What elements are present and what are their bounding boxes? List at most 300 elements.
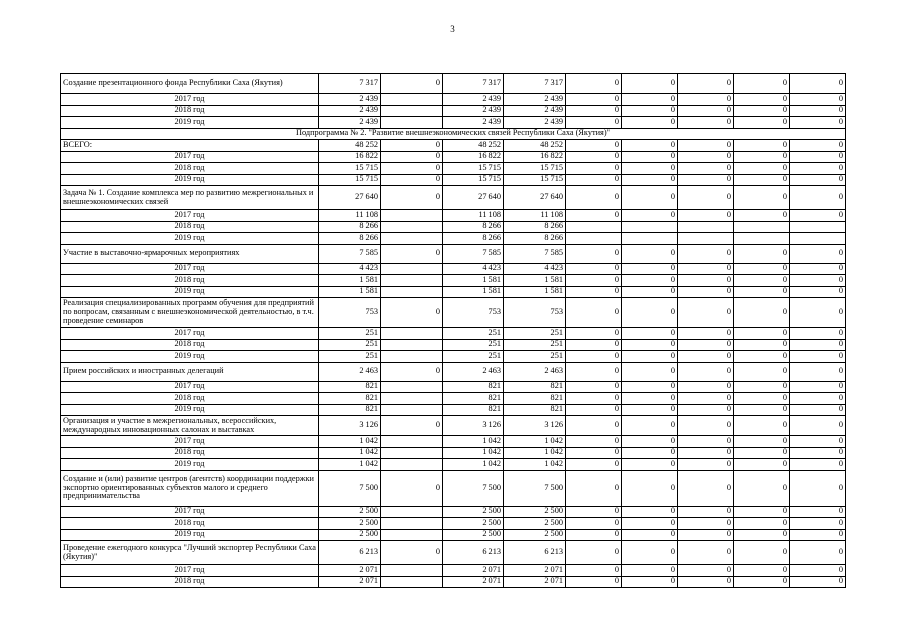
value-cell: 0: [790, 339, 846, 351]
value-cell: 7 585: [504, 244, 566, 263]
value-cell: 0: [734, 447, 790, 459]
value-cell: [381, 459, 443, 471]
value-cell: 2 071: [319, 565, 381, 577]
value-cell: 15 715: [443, 163, 504, 175]
item-name: Организация и участие в межрегиональных, всероссийских, международных инновационных салонах и выставках: [61, 416, 319, 436]
value-cell: 0: [678, 416, 734, 436]
year-label: 2018 год: [61, 105, 319, 117]
value-cell: 0: [678, 529, 734, 541]
value-cell: 7 500: [443, 470, 504, 506]
value-cell: 2 500: [504, 506, 566, 518]
value-cell: [381, 518, 443, 530]
value-cell: 1 042: [443, 459, 504, 471]
value-cell: 0: [566, 286, 622, 298]
year-row: [61, 286, 846, 298]
value-cell: 0: [678, 263, 734, 275]
value-cell: 0: [678, 518, 734, 530]
year-row: [61, 518, 846, 530]
value-cell: 0: [622, 362, 678, 381]
value-cell: 0: [566, 174, 622, 186]
budget-table: [60, 73, 846, 588]
value-cell: 0: [734, 186, 790, 210]
value-cell: 0: [566, 393, 622, 405]
item-row: [61, 541, 846, 565]
section-header-row: [61, 128, 846, 140]
value-cell: 2 500: [443, 518, 504, 530]
value-cell: 251: [443, 351, 504, 363]
value-cell: [381, 263, 443, 275]
value-cell: 0: [678, 565, 734, 577]
value-cell: 0: [622, 210, 678, 222]
item-row: [61, 74, 846, 94]
value-cell: [678, 233, 734, 245]
year-label: 2019 год: [61, 529, 319, 541]
value-cell: 0: [678, 459, 734, 471]
value-cell: 2 439: [443, 117, 504, 129]
value-cell: 2 439: [504, 94, 566, 106]
value-cell: 0: [790, 470, 846, 506]
year-row: [61, 105, 846, 117]
year-label: 2018 год: [61, 447, 319, 459]
value-cell: 0: [790, 362, 846, 381]
value-cell: 0: [381, 298, 443, 328]
value-cell: 251: [504, 328, 566, 340]
value-cell: [381, 436, 443, 448]
value-cell: 0: [790, 506, 846, 518]
value-cell: 0: [622, 263, 678, 275]
value-cell: 0: [678, 186, 734, 210]
value-cell: 0: [734, 174, 790, 186]
value-cell: 251: [504, 351, 566, 363]
value-cell: [622, 221, 678, 233]
value-cell: 0: [678, 140, 734, 152]
value-cell: 0: [622, 416, 678, 436]
value-cell: 6 213: [443, 541, 504, 565]
value-cell: 0: [566, 117, 622, 129]
value-cell: 0: [381, 541, 443, 565]
value-cell: [381, 447, 443, 459]
value-cell: 0: [566, 339, 622, 351]
value-cell: [381, 381, 443, 393]
year-label: 2019 год: [61, 117, 319, 129]
value-cell: 0: [734, 436, 790, 448]
value-cell: 0: [678, 393, 734, 405]
value-cell: 0: [622, 393, 678, 405]
year-row: [61, 393, 846, 405]
value-cell: 0: [790, 94, 846, 106]
value-cell: 0: [566, 351, 622, 363]
value-cell: 0: [734, 117, 790, 129]
year-label: 2018 год: [61, 275, 319, 287]
value-cell: 0: [790, 117, 846, 129]
value-cell: [734, 233, 790, 245]
value-cell: [790, 221, 846, 233]
value-cell: 0: [622, 244, 678, 263]
item-name: Задача № 1. Создание комплекса мер по развитию межрегиональных и внешнеэкономических связей: [61, 186, 319, 210]
year-row: [61, 174, 846, 186]
value-cell: 0: [734, 275, 790, 287]
year-label: 2019 год: [61, 351, 319, 363]
value-cell: 0: [790, 447, 846, 459]
value-cell: 0: [622, 381, 678, 393]
value-cell: 1 042: [319, 459, 381, 471]
value-cell: 0: [734, 94, 790, 106]
value-cell: 0: [622, 174, 678, 186]
value-cell: 2 439: [319, 94, 381, 106]
value-cell: 0: [678, 74, 734, 94]
value-cell: 251: [319, 351, 381, 363]
value-cell: 1 581: [443, 286, 504, 298]
value-cell: [622, 233, 678, 245]
value-cell: 7 585: [443, 244, 504, 263]
value-cell: 0: [381, 244, 443, 263]
value-cell: 0: [790, 244, 846, 263]
year-row: [61, 263, 846, 275]
value-cell: 1 042: [504, 459, 566, 471]
value-cell: [381, 339, 443, 351]
value-cell: 48 252: [443, 140, 504, 152]
value-cell: 2 463: [504, 362, 566, 381]
value-cell: 0: [790, 286, 846, 298]
year-row: [61, 576, 846, 588]
value-cell: 0: [734, 339, 790, 351]
value-cell: 0: [734, 263, 790, 275]
value-cell: 0: [566, 447, 622, 459]
value-cell: 821: [504, 393, 566, 405]
item-row: [61, 470, 846, 506]
page-number: 3: [450, 24, 455, 34]
value-cell: 0: [566, 565, 622, 577]
value-cell: 0: [678, 576, 734, 588]
value-cell: 0: [566, 244, 622, 263]
value-cell: 0: [734, 140, 790, 152]
value-cell: 15 715: [443, 174, 504, 186]
value-cell: 0: [566, 210, 622, 222]
value-cell: 821: [504, 381, 566, 393]
value-cell: 0: [622, 275, 678, 287]
value-cell: 0: [566, 263, 622, 275]
value-cell: 15 715: [504, 174, 566, 186]
value-cell: [381, 275, 443, 287]
value-cell: 0: [622, 470, 678, 506]
item-name: Участие в выставочно-ярмарочных мероприятиях: [61, 244, 319, 263]
value-cell: 0: [734, 298, 790, 328]
item-row: [61, 416, 846, 436]
value-cell: 0: [734, 163, 790, 175]
value-cell: 0: [734, 362, 790, 381]
value-cell: 0: [734, 529, 790, 541]
value-cell: 0: [734, 470, 790, 506]
value-cell: 11 108: [319, 210, 381, 222]
item-name: Проведение ежегодного конкурса "Лучший экспортер Республики Саха (Якутия)": [61, 541, 319, 565]
value-cell: 0: [790, 529, 846, 541]
value-cell: 251: [319, 328, 381, 340]
value-cell: 0: [622, 186, 678, 210]
value-cell: 15 715: [319, 163, 381, 175]
value-cell: 821: [319, 393, 381, 405]
value-cell: 0: [734, 576, 790, 588]
year-row: [61, 94, 846, 106]
value-cell: 0: [790, 210, 846, 222]
value-cell: 0: [622, 404, 678, 416]
value-cell: 0: [622, 339, 678, 351]
value-cell: 2 439: [504, 105, 566, 117]
value-cell: 2 439: [443, 105, 504, 117]
value-cell: 251: [443, 339, 504, 351]
value-cell: 0: [678, 210, 734, 222]
table-body: [61, 74, 846, 588]
value-cell: 0: [566, 404, 622, 416]
value-cell: 0: [790, 74, 846, 94]
value-cell: [381, 576, 443, 588]
year-label: 2018 год: [61, 576, 319, 588]
value-cell: [381, 506, 443, 518]
value-cell: 251: [319, 339, 381, 351]
value-cell: 0: [790, 263, 846, 275]
value-cell: 0: [790, 328, 846, 340]
value-cell: 0: [734, 506, 790, 518]
value-cell: 753: [504, 298, 566, 328]
value-cell: 8 266: [504, 221, 566, 233]
value-cell: 0: [678, 351, 734, 363]
year-label: 2017 год: [61, 210, 319, 222]
value-cell: 1 042: [319, 436, 381, 448]
value-cell: 0: [678, 362, 734, 381]
value-cell: 16 822: [443, 151, 504, 163]
value-cell: 0: [734, 541, 790, 565]
value-cell: 0: [790, 381, 846, 393]
value-cell: 0: [622, 436, 678, 448]
value-cell: 0: [790, 565, 846, 577]
value-cell: [566, 233, 622, 245]
year-row: [61, 436, 846, 448]
value-cell: 0: [381, 186, 443, 210]
value-cell: 3 126: [443, 416, 504, 436]
value-cell: 0: [566, 298, 622, 328]
value-cell: 0: [678, 436, 734, 448]
value-cell: 0: [678, 298, 734, 328]
value-cell: [678, 221, 734, 233]
value-cell: 0: [678, 117, 734, 129]
value-cell: 1 042: [443, 436, 504, 448]
value-cell: 821: [319, 404, 381, 416]
value-cell: 0: [790, 163, 846, 175]
value-cell: 0: [678, 151, 734, 163]
value-cell: 7 317: [504, 74, 566, 94]
value-cell: 821: [443, 393, 504, 405]
value-cell: 0: [678, 381, 734, 393]
value-cell: 8 266: [319, 221, 381, 233]
value-cell: 0: [790, 151, 846, 163]
value-cell: 0: [790, 393, 846, 405]
year-row: [61, 506, 846, 518]
year-label: 2019 год: [61, 233, 319, 245]
value-cell: 27 640: [319, 186, 381, 210]
value-cell: 2 500: [504, 518, 566, 530]
value-cell: 0: [566, 163, 622, 175]
value-cell: 0: [622, 105, 678, 117]
value-cell: 0: [622, 565, 678, 577]
value-cell: 0: [566, 140, 622, 152]
value-cell: 0: [566, 328, 622, 340]
value-cell: 2 500: [319, 529, 381, 541]
year-row: [61, 529, 846, 541]
value-cell: 0: [566, 506, 622, 518]
value-cell: [381, 233, 443, 245]
value-cell: 0: [566, 459, 622, 471]
value-cell: 0: [622, 151, 678, 163]
value-cell: 2 463: [443, 362, 504, 381]
value-cell: 821: [443, 381, 504, 393]
value-cell: 4 423: [319, 263, 381, 275]
value-cell: 0: [734, 105, 790, 117]
value-cell: 0: [734, 565, 790, 577]
year-row: [61, 328, 846, 340]
year-row: [61, 447, 846, 459]
value-cell: 0: [566, 362, 622, 381]
year-row: [61, 404, 846, 416]
value-cell: 0: [566, 436, 622, 448]
value-cell: 6 213: [319, 541, 381, 565]
value-cell: [381, 565, 443, 577]
year-label: 2017 год: [61, 506, 319, 518]
value-cell: 0: [678, 447, 734, 459]
value-cell: 0: [381, 74, 443, 94]
value-cell: 6 213: [504, 541, 566, 565]
value-cell: 2 500: [443, 506, 504, 518]
year-label: 2017 год: [61, 436, 319, 448]
value-cell: 0: [790, 459, 846, 471]
section-title: Подпрограмма № 2. "Развитие внешнеэкономических связей Республики Саха (Якутия)": [61, 128, 846, 140]
value-cell: 0: [790, 174, 846, 186]
value-cell: 16 822: [319, 151, 381, 163]
value-cell: 0: [678, 275, 734, 287]
value-cell: 7 317: [319, 74, 381, 94]
value-cell: 8 266: [443, 221, 504, 233]
value-cell: 0: [790, 140, 846, 152]
value-cell: 0: [381, 174, 443, 186]
year-row: [61, 339, 846, 351]
value-cell: 0: [622, 328, 678, 340]
value-cell: 0: [566, 105, 622, 117]
value-cell: 1 042: [504, 436, 566, 448]
value-cell: [381, 210, 443, 222]
value-cell: [381, 105, 443, 117]
value-cell: 2 071: [504, 565, 566, 577]
year-label: 2018 год: [61, 339, 319, 351]
year-row: [61, 381, 846, 393]
value-cell: [381, 351, 443, 363]
value-cell: 8 266: [319, 233, 381, 245]
year-label: 2018 год: [61, 163, 319, 175]
value-cell: 0: [566, 470, 622, 506]
value-cell: [381, 404, 443, 416]
value-cell: 0: [566, 518, 622, 530]
value-cell: 0: [678, 174, 734, 186]
value-cell: 0: [622, 74, 678, 94]
year-row: [61, 210, 846, 222]
year-row: [61, 163, 846, 175]
item-name: Создание презентационного фонда Республики Саха (Якутия): [61, 74, 319, 94]
value-cell: 0: [566, 186, 622, 210]
value-cell: 2 500: [504, 529, 566, 541]
value-cell: 0: [622, 163, 678, 175]
value-cell: 0: [734, 210, 790, 222]
value-cell: 48 252: [319, 140, 381, 152]
item-row: [61, 186, 846, 210]
value-cell: [381, 94, 443, 106]
year-label: 2017 год: [61, 328, 319, 340]
value-cell: 0: [678, 506, 734, 518]
value-cell: 0: [622, 541, 678, 565]
year-row: [61, 233, 846, 245]
value-cell: 0: [734, 351, 790, 363]
value-cell: [790, 233, 846, 245]
year-row: [61, 351, 846, 363]
value-cell: 2 439: [319, 117, 381, 129]
value-cell: 4 423: [443, 263, 504, 275]
item-name: ВСЕГО:: [61, 140, 319, 152]
value-cell: 11 108: [504, 210, 566, 222]
year-label: 2017 год: [61, 94, 319, 106]
value-cell: 27 640: [443, 186, 504, 210]
value-cell: 0: [622, 140, 678, 152]
value-cell: 2 500: [319, 506, 381, 518]
value-cell: 0: [381, 470, 443, 506]
value-cell: [381, 221, 443, 233]
item-row: [61, 298, 846, 328]
value-cell: 3 126: [319, 416, 381, 436]
value-cell: 2 439: [443, 94, 504, 106]
value-cell: [381, 529, 443, 541]
value-cell: 0: [734, 151, 790, 163]
value-cell: 48 252: [504, 140, 566, 152]
value-cell: 0: [790, 186, 846, 210]
value-cell: 0: [734, 74, 790, 94]
value-cell: 0: [790, 436, 846, 448]
value-cell: 753: [319, 298, 381, 328]
item-name: Реализация специализированных программ обучения для предприятий по вопросам, связанным с внешнеэкономической деятельностью, в т.ч. проведение семинаров: [61, 298, 319, 328]
value-cell: 0: [734, 459, 790, 471]
value-cell: 0: [622, 459, 678, 471]
value-cell: 0: [678, 339, 734, 351]
value-cell: 0: [622, 518, 678, 530]
value-cell: 0: [734, 381, 790, 393]
value-cell: 0: [622, 94, 678, 106]
value-cell: 0: [790, 576, 846, 588]
year-label: 2017 год: [61, 263, 319, 275]
value-cell: 2 439: [504, 117, 566, 129]
value-cell: 0: [622, 351, 678, 363]
item-name: Создание и (или) развитие центров (агентств) координации поддержки экспортно ориентированных субъектов малого и среднего предпринимательства: [61, 470, 319, 506]
value-cell: 0: [678, 541, 734, 565]
value-cell: 0: [734, 518, 790, 530]
value-cell: 7 500: [504, 470, 566, 506]
value-cell: 1 042: [504, 447, 566, 459]
year-row: [61, 459, 846, 471]
value-cell: 0: [790, 416, 846, 436]
value-cell: 8 266: [504, 233, 566, 245]
value-cell: 0: [381, 163, 443, 175]
value-cell: 2 071: [319, 576, 381, 588]
value-cell: 0: [622, 506, 678, 518]
value-cell: 0: [622, 447, 678, 459]
value-cell: 0: [381, 151, 443, 163]
value-cell: 753: [443, 298, 504, 328]
value-cell: 0: [622, 286, 678, 298]
value-cell: 15 715: [319, 174, 381, 186]
value-cell: 7 500: [319, 470, 381, 506]
